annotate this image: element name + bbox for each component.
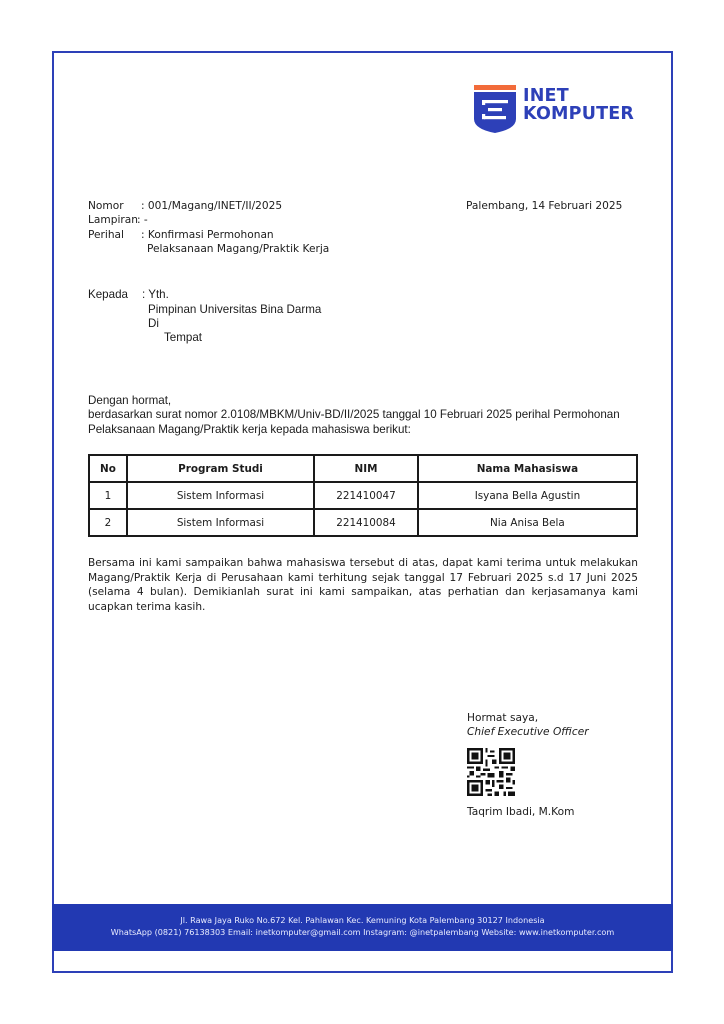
student-table [88, 454, 638, 537]
cell-nama: Isyana Bella Agustin [418, 482, 637, 509]
header-nama-mahasiswa: Nama Mahasiswa [418, 455, 637, 482]
lampiran-value: : - [137, 214, 148, 226]
footer-contacts: WhatsApp (0821) 76138303 Email: inetkomputer@gmail.com Instagram: @inetpalembang Website: www.inetkomputer.com [110, 927, 615, 937]
nomor-value: : 001/Magang/INET/II/2025 [141, 200, 283, 212]
perihal-label: Perihal [88, 229, 124, 241]
nomor-label: Nomor [88, 200, 124, 212]
perihal-value-line-2: Pelaksanaan Magang/Praktik Kerja [147, 243, 330, 255]
table-header-row [89, 455, 637, 482]
cell-nim: 221410047 [314, 482, 418, 509]
cell-nim: 221410084 [314, 509, 418, 536]
cell-program-studi: Sistem Informasi [127, 482, 314, 509]
table-row [89, 482, 637, 509]
logo-line-1: INET [523, 86, 569, 106]
signatory-name: Taqrim Ibadi, M.Kom [467, 806, 575, 818]
place-date: Palembang, 14 Februari 2025 [466, 200, 623, 212]
logo-wordmark [523, 87, 634, 123]
cell-no: 2 [89, 509, 127, 536]
cell-program-studi: Sistem Informasi [127, 509, 314, 536]
signature-salutation: Hormat saya, [467, 712, 539, 724]
header-no: No [89, 455, 127, 482]
header-program-studi: Program Studi [127, 455, 314, 482]
cell-no: 1 [89, 482, 127, 509]
letter-footer [52, 904, 673, 951]
logo-line-2: KOMPUTER [523, 104, 635, 124]
signature-title: Chief Executive Officer [467, 726, 589, 738]
recipient-line-3: Di [148, 317, 159, 330]
recipient-line-4: Tempat [164, 331, 203, 344]
table-row [89, 509, 637, 536]
opening-line-1: berdasarkan surat nomor 2.0108/MBKM/Univ-BD/II/2025 tanggal 10 Februari 2025 perihal Permohonan [88, 408, 620, 421]
qr-code-icon [467, 748, 515, 796]
perihal-value-line-1: : Konfirmasi Permohonan [141, 229, 274, 241]
cell-nama: Nia Anisa Bela [418, 509, 637, 536]
greeting: Dengan hormat, [88, 394, 172, 407]
footer-address: Jl. Rawa Jaya Ruko No.672 Kel. Pahlawan Kec. Kemuning Kota Palembang 30127 Indonesia [180, 915, 545, 925]
shield-logo-icon [473, 85, 517, 133]
lampiran-label: Lampiran [88, 214, 138, 226]
closing-paragraph: Bersama ini kami sampaikan bahwa mahasiswa tersebut di atas, dapat kami terima untuk melakukan Magang/Praktik Kerja di Perusahaan kami terhitung sejak tanggal 17 Februari 2025 s.d 17 Juni 2025 (selama 4 bulan). Demikianlah surat ini kami sampaikan, atas perhatian dan kerjasamanya kami ucapkan terima kasih. [88, 557, 638, 613]
recipient-line-2: Pimpinan Universitas Bina Darma [148, 303, 322, 316]
company-logo [473, 85, 643, 137]
kepada-label: Kepada [88, 288, 128, 301]
recipient-line-1: : Yth. [142, 288, 169, 301]
header-nim: NIM [314, 455, 418, 482]
opening-line-2: Pelaksanaan Magang/Praktik kerja kepada mahasiswa berikut: [88, 423, 411, 436]
